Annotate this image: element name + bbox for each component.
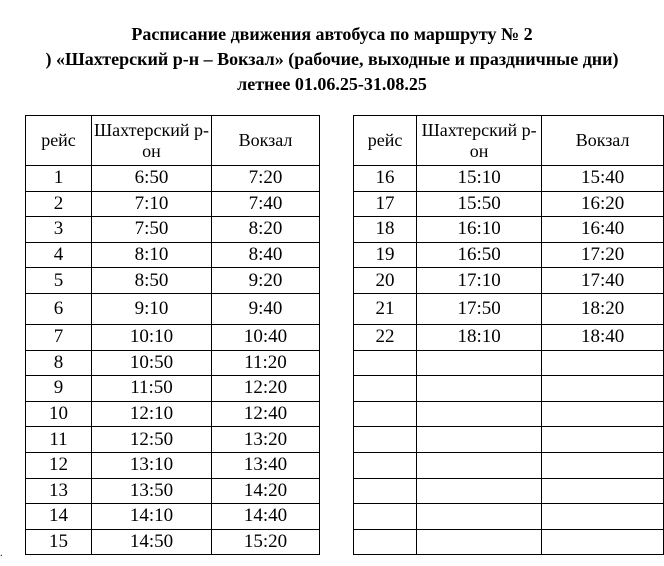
table-row — [26, 427, 320, 453]
column-header-to: Вокзал — [212, 116, 320, 166]
cell-from — [417, 452, 542, 478]
table-row — [26, 478, 320, 504]
cell-to: 10:40 — [212, 324, 320, 350]
cell-trip: 6 — [26, 293, 92, 324]
cell-trip: 12 — [26, 452, 92, 478]
cell-from: 12:10 — [92, 401, 212, 427]
cell-trip: 13 — [26, 478, 92, 504]
schedule-table-left — [25, 115, 320, 555]
table-row — [26, 350, 320, 376]
cell-trip — [354, 350, 417, 376]
table-row — [354, 293, 664, 324]
cell-trip: 14 — [26, 504, 92, 530]
cell-from — [417, 478, 542, 504]
cell-trip — [354, 529, 417, 555]
cell-trip — [354, 452, 417, 478]
cell-from: 8:10 — [92, 242, 212, 268]
title-line-3: летнее 01.06.25-31.08.25 — [237, 74, 427, 94]
table-row — [26, 452, 320, 478]
table-row — [26, 166, 320, 192]
cell-from — [417, 401, 542, 427]
cell-trip: 18 — [354, 217, 417, 243]
table-row — [354, 529, 664, 555]
table-row — [26, 268, 320, 294]
cell-to: 17:40 — [542, 268, 664, 294]
table-row — [354, 217, 664, 243]
cell-trip: 20 — [354, 268, 417, 294]
cell-to: 18:20 — [542, 293, 664, 324]
cell-from: 17:10 — [417, 268, 542, 294]
table-header-row — [26, 116, 320, 166]
cell-to: 14:20 — [212, 478, 320, 504]
cell-trip: 3 — [26, 217, 92, 243]
cell-to: 16:40 — [542, 217, 664, 243]
cell-to — [542, 452, 664, 478]
cell-from: 13:50 — [92, 478, 212, 504]
table-row — [354, 376, 664, 402]
cell-to: 8:20 — [212, 217, 320, 243]
schedule-title — [0, 22, 664, 97]
cell-trip: 22 — [354, 324, 417, 350]
cell-trip: 16 — [354, 166, 417, 192]
cell-from: 14:50 — [92, 529, 212, 555]
cell-trip — [354, 427, 417, 453]
cell-to: 13:20 — [212, 427, 320, 453]
cell-trip: 2 — [26, 191, 92, 217]
cell-to: 16:20 — [542, 191, 664, 217]
cell-from: 16:50 — [417, 242, 542, 268]
cell-trip: 21 — [354, 293, 417, 324]
table-row — [354, 166, 664, 192]
table-row — [354, 504, 664, 530]
cell-from: 8:50 — [92, 268, 212, 294]
cell-from: 12:50 — [92, 427, 212, 453]
cell-from: 10:10 — [92, 324, 212, 350]
cell-to — [542, 401, 664, 427]
cell-from: 10:50 — [92, 350, 212, 376]
cell-trip: 1 — [26, 166, 92, 192]
cell-to: 18:40 — [542, 324, 664, 350]
cell-trip: 17 — [354, 191, 417, 217]
cell-from — [417, 350, 542, 376]
table-row — [354, 242, 664, 268]
title-line-1: Расписание движения автобуса по маршруту № 2 — [131, 24, 533, 44]
table-row — [26, 504, 320, 530]
table-row — [26, 191, 320, 217]
edge-mark: . — [0, 548, 3, 559]
cell-from — [417, 376, 542, 402]
cell-to: 11:20 — [212, 350, 320, 376]
table-row — [354, 324, 664, 350]
table-row — [354, 268, 664, 294]
cell-to — [542, 427, 664, 453]
cell-trip — [354, 401, 417, 427]
cell-from: 17:50 — [417, 293, 542, 324]
table-row — [26, 376, 320, 402]
table-row — [354, 350, 664, 376]
cell-to: 15:20 — [212, 529, 320, 555]
cell-to: 12:20 — [212, 376, 320, 402]
cell-to: 7:20 — [212, 166, 320, 192]
cell-to: 15:40 — [542, 166, 664, 192]
cell-to — [542, 376, 664, 402]
table-row — [26, 401, 320, 427]
cell-trip — [354, 478, 417, 504]
cell-trip — [354, 504, 417, 530]
cell-to — [542, 478, 664, 504]
cell-trip — [354, 376, 417, 402]
cell-to: 13:40 — [212, 452, 320, 478]
cell-from: 11:50 — [92, 376, 212, 402]
cell-from: 15:50 — [417, 191, 542, 217]
cell-from: 16:10 — [417, 217, 542, 243]
cell-trip: 11 — [26, 427, 92, 453]
column-header-from: Шахтерский р-он — [92, 116, 212, 166]
table-row — [26, 217, 320, 243]
cell-to: 17:20 — [542, 242, 664, 268]
cell-from — [417, 529, 542, 555]
cell-to: 9:40 — [212, 293, 320, 324]
cell-trip: 15 — [26, 529, 92, 555]
cell-to: 7:40 — [212, 191, 320, 217]
table-row — [354, 452, 664, 478]
cell-from: 15:10 — [417, 166, 542, 192]
cell-from: 7:50 — [92, 217, 212, 243]
cell-trip: 7 — [26, 324, 92, 350]
cell-to: 8:40 — [212, 242, 320, 268]
cell-from — [417, 427, 542, 453]
cell-trip: 5 — [26, 268, 92, 294]
column-header-to: Вокзал — [542, 116, 664, 166]
cell-from: 6:50 — [92, 166, 212, 192]
table-row — [26, 293, 320, 324]
table-row — [26, 324, 320, 350]
cell-to — [542, 504, 664, 530]
table-row — [354, 427, 664, 453]
table-row — [354, 401, 664, 427]
table-row — [26, 529, 320, 555]
cell-to: 14:40 — [212, 504, 320, 530]
cell-trip: 9 — [26, 376, 92, 402]
cell-trip: 4 — [26, 242, 92, 268]
column-header-trip: рейс — [26, 116, 92, 166]
cell-to — [542, 350, 664, 376]
cell-from: 18:10 — [417, 324, 542, 350]
title-line-2: ) «Шахтерский р-н – Вокзал» (рабочие, выходные и праздничные дни) — [45, 49, 619, 69]
column-header-from: Шахтерский р-он — [417, 116, 542, 166]
cell-from: 13:10 — [92, 452, 212, 478]
table-row — [354, 191, 664, 217]
cell-trip: 19 — [354, 242, 417, 268]
cell-from: 7:10 — [92, 191, 212, 217]
cell-from: 14:10 — [92, 504, 212, 530]
cell-to: 12:40 — [212, 401, 320, 427]
table-row — [354, 478, 664, 504]
cell-to — [542, 529, 664, 555]
cell-trip: 10 — [26, 401, 92, 427]
table-header-row — [354, 116, 664, 166]
cell-from: 9:10 — [92, 293, 212, 324]
schedule-table-right — [353, 115, 664, 555]
cell-from — [417, 504, 542, 530]
cell-to: 9:20 — [212, 268, 320, 294]
cell-trip: 8 — [26, 350, 92, 376]
column-header-trip: рейс — [354, 116, 417, 166]
table-row — [26, 242, 320, 268]
